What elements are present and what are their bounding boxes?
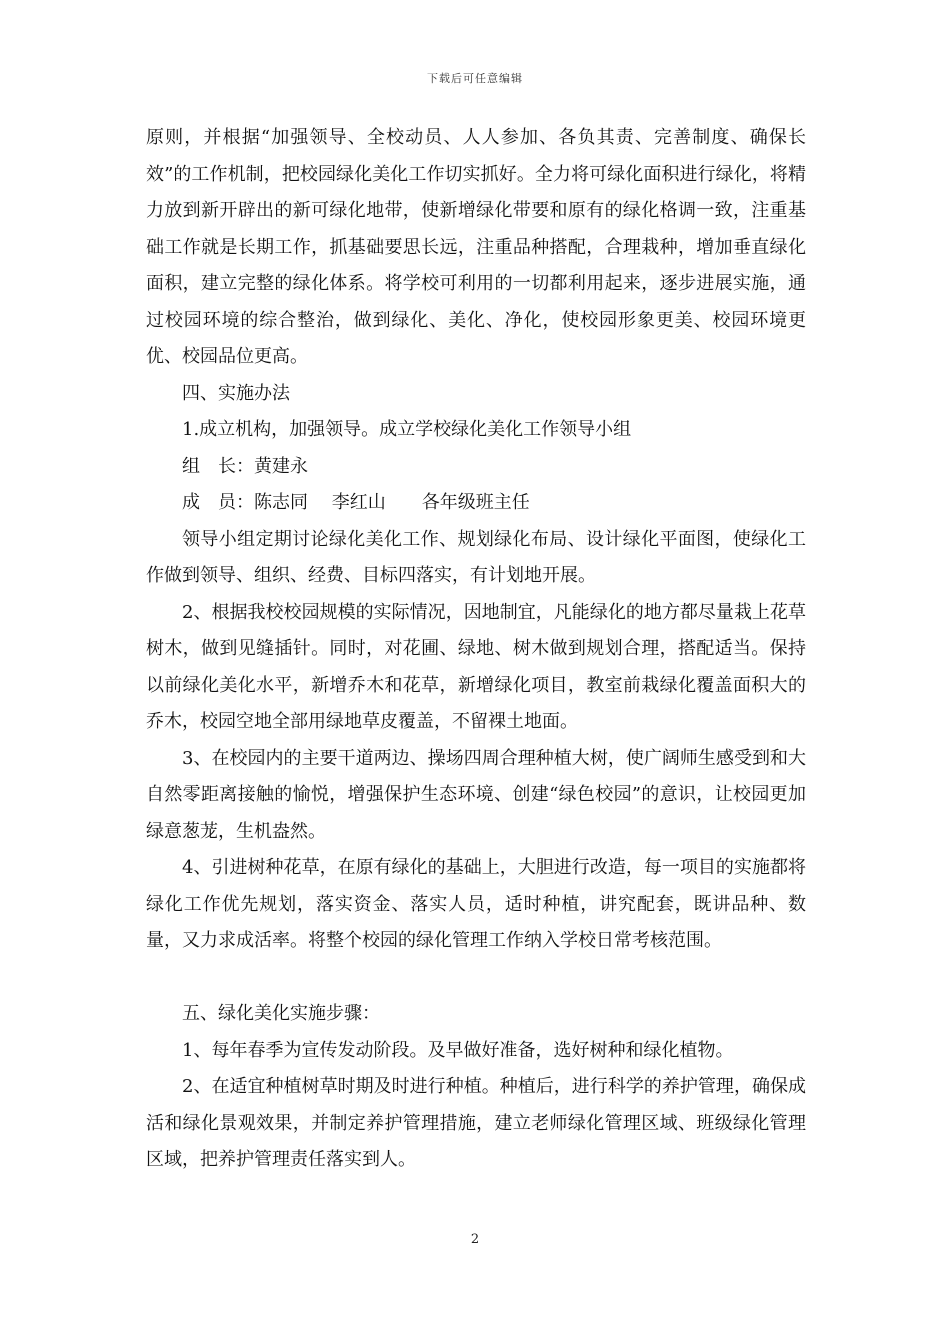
leader-line: 组 长：黄建永 <box>182 455 308 477</box>
step-2-paragraph: 2、在适宜种植树草时期及时进行种植。种植后，进行科学的养护管理，确保成活和绿化景观效果，并制定养护管理措施，建立老师绿化管理区域、班级绿化管理区域，把养护管理责任落实到人。 <box>146 1076 806 1170</box>
page-header: 下载后可任意编辑 <box>427 72 523 85</box>
page-number: 2 <box>470 1232 480 1247</box>
step-1-paragraph: 1、每年春季为宣传发动阶段。及早做好准备，选好树种和绿化植物。 <box>182 1039 734 1061</box>
intro-paragraph: 原则，并根据“加强领导、全校动员、人人参加、各负其责、完善制度、确保长效”的工作机制，把校园绿化美化工作切实抓好。全力将可绿化面积进行绿化，将精力放到新开辟出的新可绿化地带，使新增绿化带要和原有的绿化格调一致，注重基础工作就是长期工作，抓基础要思长远，注重品种搭配，合理栽种，增加垂直绿化面积，建立完整的绿化体系。将学校可利用的一切都利用起来，逐步进展实施，通过校园环境的综合整治，做到绿化、美化、净化，使校园形象更美、校园环境更优、校园品位更高。 <box>146 127 806 367</box>
members-line: 成 员：陈志同 李红山 各年级班主任 <box>182 492 530 513</box>
section-4-heading: 四、实施办法 <box>182 382 290 404</box>
item-1-heading: 1.成立机构，加强领导。成立学校绿化美化工作领导小组 <box>182 419 632 440</box>
section-5-heading: 五、绿化美化实施步骤： <box>182 1003 380 1024</box>
blank-line <box>146 960 806 997</box>
item-2-paragraph: 2、根据我校校园规模的实际情况，因地制宜，凡能绿化的地方都尽量栽上花草树木，做到见缝插针。同时，对花圃、绿地、树木做到规划合理，搭配适当。保持以前绿化美化水平，新增乔木和花草，新增绿化项目，教室前栽绿化覆盖面积大的乔木，校园空地全部用绿地草皮覆盖，不留裸土地面。 <box>146 601 806 732</box>
item-4-paragraph: 4、引进树种花草，在原有绿化的基础上，大胆进行改造，每一项目的实施都将绿化工作优先规划，落实资金、落实人员，适时种植，讲究配套，既讲品种、数量，又力求成活率。将整个校园的绿化管理工作纳入学校日常考核范围。 <box>146 857 806 951</box>
item-3-paragraph: 3、在校园内的主要干道两边、操场四周合理种植大树，使广阔师生感受到和大自然零距离接触的愉悦，增强保护生态环境、创建“绿色校园”的意识，让校园更加绿意葱茏，生机盎然。 <box>146 747 806 842</box>
document-body <box>146 120 806 1179</box>
group-duty-paragraph: 领导小组定期讨论绿化美化工作、规划绿化布局、设计绿化平面图，使绿化工作做到领导、组织、经费、目标四落实，有计划地开展。 <box>146 528 806 586</box>
